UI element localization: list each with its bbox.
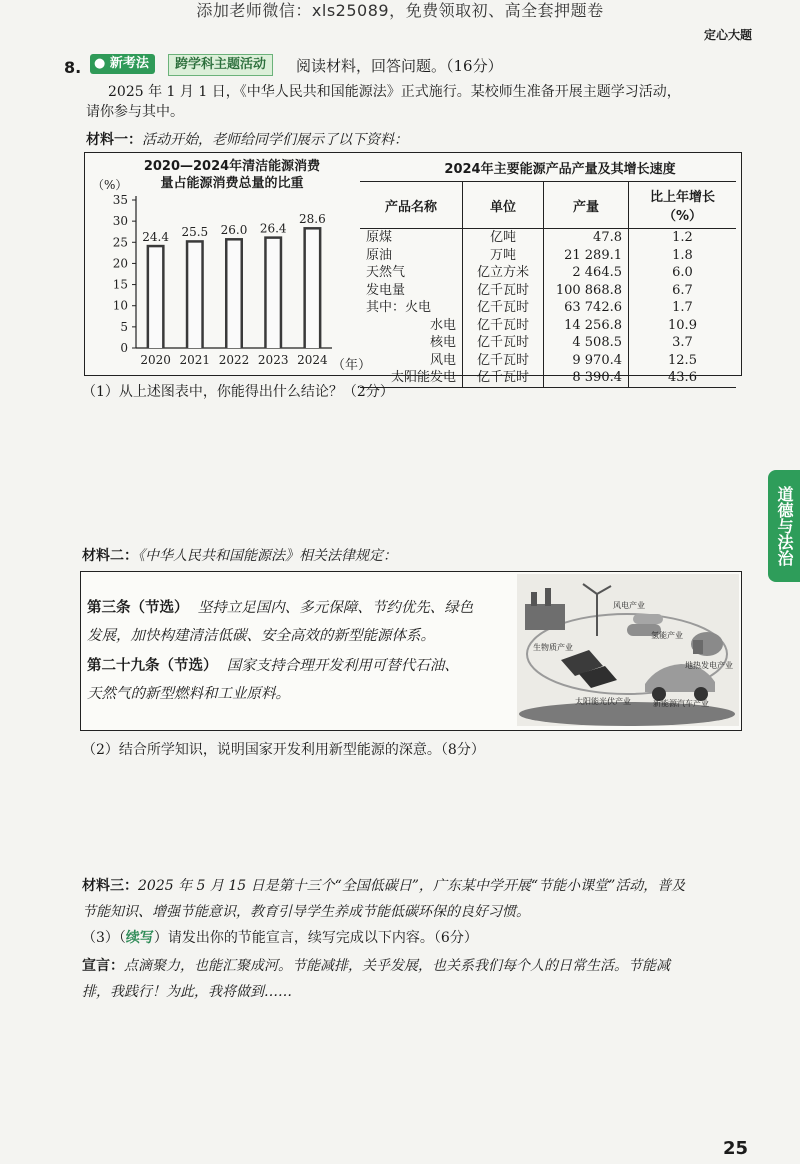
chart-y-label: （%） [92,178,128,192]
new-exam-badge [90,54,155,74]
table-row [360,299,736,317]
table-header-row [360,182,736,229]
geothermal-icon [691,632,723,656]
table-cell-unit: 亿吨 [463,229,544,247]
article-29-line-1 [87,656,459,676]
material-3-label: 材料三： [82,878,138,894]
table-cell-name: 核电 [429,335,456,350]
table-cell-unit: 亿千瓦时 [463,369,544,387]
table-header: 产量 [544,182,629,229]
table-cell-growth: 43.6 [629,369,737,387]
table-cell-unit: 亿千瓦时 [463,299,544,317]
table-row [360,264,736,282]
table-header: 单位 [463,182,544,229]
bar-value-label: 26.4 [259,221,287,236]
label-hydrogen-industry: 氢能产业 [651,631,683,640]
article-3-line-1 [87,598,473,618]
table-cell-unit: 亿千瓦时 [463,334,544,352]
table-cell-name: 水电 [429,317,456,333]
table-cell-output: 4 508.5 [544,334,629,352]
question-3-rest: ）请发出你的节能宣言，续写完成以下内容。（6分） [153,930,478,946]
material-2-text: 《中华人民共和国能源法》相关法律规定： [138,548,397,564]
material-2 [82,546,397,566]
table-cell-output: 8 390.4 [544,369,629,387]
table-cell-unit: 亿立方米 [463,264,544,282]
label-ev-industry: 新能源汽车产业 [653,699,709,708]
table-row [360,317,736,335]
y-tick-label: 10 [112,298,128,313]
label-biomass-industry: 生物质产业 [533,643,573,652]
law-excerpt-box [80,571,742,731]
label-geothermal-industry: 地热发电产业 [685,661,733,670]
table-cell-unit: 万吨 [463,247,544,265]
table-cell-name: 天然气 [366,265,406,280]
subject-side-tab: 道德与法治 [768,470,800,582]
table-cell-unit: 亿千瓦时 [463,317,544,335]
bar-value-label: 25.5 [181,225,209,240]
question-2: （2）结合所学知识，说明国家开发利用新型能源的深意。（8分） [82,742,485,758]
material-2-label: 材料二： [82,548,138,564]
question-3-prefix: （3）（ [82,930,126,946]
material-1-label: 材料一： [86,132,142,148]
bar-value-label: 24.4 [142,229,169,244]
table-cell-name: 发电量 [366,282,406,298]
table-row [360,334,736,352]
y-tick-label: 25 [112,235,128,250]
material-3-line-1 [82,876,685,896]
table-cell-name: 其中：火电 [366,300,432,315]
table-cell-output: 21 289.1 [544,247,629,265]
table-row [360,282,736,300]
table-cell-output: 2 464.5 [544,264,629,282]
table-cell-output: 100 868.8 [544,282,629,300]
material-3-line-2: 节能知识、增强节能意识，教育引导学生养成节能低碳环保的良好习惯。 [82,904,530,920]
clean-energy-bar-chart [92,190,342,375]
label-wind-industry: 风电产业 [613,601,645,610]
table-cell-unit: 亿千瓦时 [463,282,544,300]
chart-title-line-2: 量占能源消费总量的比重 [160,176,304,191]
table-cell-name: 原煤 [366,230,393,245]
table-header: 产品名称 [360,182,463,229]
table-cell-growth: 1.2 [629,229,737,247]
table-cell-name: 原油 [366,247,393,263]
table-cell-output: 63 742.6 [544,299,629,317]
article-3-text: 坚持立足国内、多元保障、节约优先、绿色 [197,600,474,616]
table-cell-growth: 6.7 [629,282,737,300]
table-row [360,229,736,247]
continue-writing-tag: 续写 [125,930,154,946]
x-tick-label: 2022 [218,353,250,367]
declaration-text: 点滴聚力，也能汇聚成河。节能减排，关乎发展，也关系我们每个人的日常生活。节能减 [124,958,670,974]
material-1-text: 活动开始，老师给同学们展示了以下资料： [142,132,408,148]
watermark-banner: 添加老师微信：xls25089，免费领取初、高全套押题卷 [196,1,604,20]
table-cell-growth: 10.9 [629,317,737,335]
table-cell-growth: 1.8 [629,247,737,265]
table-cell-unit: 亿千瓦时 [463,352,544,370]
article-3-title: 第三条（节选） [87,600,189,616]
answer-area-2[interactable] [82,764,742,864]
table-cell-growth: 12.5 [629,352,737,370]
table-cell-output: 47.8 [544,229,629,247]
bar [228,241,241,348]
declaration-line-2: 排，我践行！为此，我将做到…… [82,984,292,1000]
y-tick-label: 35 [112,193,128,207]
x-tick-label: 2020 [140,353,171,367]
y-tick-label: 0 [120,341,128,355]
label-solar-industry: 太阳能光伏产业 [575,697,631,706]
article-29-title: 第二十九条（节选） [87,658,218,674]
table-row [360,369,736,387]
declaration-label: 宣言： [82,958,124,974]
answer-area-3[interactable] [82,1008,742,1118]
table-cell-output: 14 256.8 [544,317,629,335]
bar [306,230,319,348]
table-cell-growth: 3.7 [629,334,737,352]
question-1: （1）从上述图表中，你能得出什么结论？（2分） [82,384,394,400]
x-tick-label: 2021 [179,353,211,367]
table-title: 2024年主要能源产品产量及其增长速度 [444,162,676,177]
table-row [360,247,736,265]
bar [188,243,201,348]
bar-value-label: 26.0 [220,223,248,238]
table-cell-name: 太阳能发电 [360,369,463,387]
article-29-line-2: 天然气的新型燃料和工业原料。 [87,686,290,702]
intro-line-1: 2025 年 1 月 1 日，《中华人民共和国能源法》正式施行。某校师生准备开展主题学习活动， [108,84,681,100]
chart-title [92,158,372,192]
table-cell-name: 风电 [429,352,456,368]
chart-title-line-1: 2020—2024年清洁能源消费 [143,159,321,174]
table-body [360,229,736,388]
y-tick-label: 20 [112,256,128,271]
material-3-text: 2025 年 5 月 15 日是第十三个“全国低碳日”，广东某中学开展“节能小课堂”活动，普及 [138,878,686,894]
article-3-line-2: 发展，加快构建清洁低碳、安全高效的新型能源体系。 [87,628,435,644]
x-tick-label: 2024 [297,353,328,367]
material-1 [86,130,408,150]
question-3 [82,928,478,948]
question-prompt: 阅读材料，回答问题。（16分） [296,57,503,75]
topic-badge: 跨学科主题活动 [168,54,273,76]
energy-output-table [360,181,736,388]
question-number: 8. [64,58,82,77]
bar [149,247,162,348]
intro-line-2: 请你参与其中。 [86,104,184,120]
chart-x-label: （年） [332,358,372,373]
y-tick-label: 5 [120,319,128,334]
section-label: 定心大题 [703,28,752,42]
table-cell-growth: 6.0 [629,264,737,282]
bar-value-label: 28.6 [299,212,326,227]
lightbulb-icon: ● [94,56,106,71]
badge-new-label: 新考法 [109,56,149,71]
article-29-text: 国家支持合理开发利用可替代石油、 [226,658,459,674]
new-energy-industry-illustration [517,574,739,726]
bar [267,239,280,348]
declaration-line-1 [82,956,670,976]
table-header: 比上年增长（%） [629,182,737,229]
y-tick-label: 30 [112,214,128,229]
table-cell-growth: 1.7 [629,299,737,317]
table-cell-output: 9 970.4 [544,352,629,370]
page-number: 25 [722,1138,748,1159]
x-tick-label: 2023 [257,353,289,367]
y-tick-label: 15 [112,277,128,292]
table-row [360,352,736,370]
answer-area-1[interactable] [82,406,742,541]
